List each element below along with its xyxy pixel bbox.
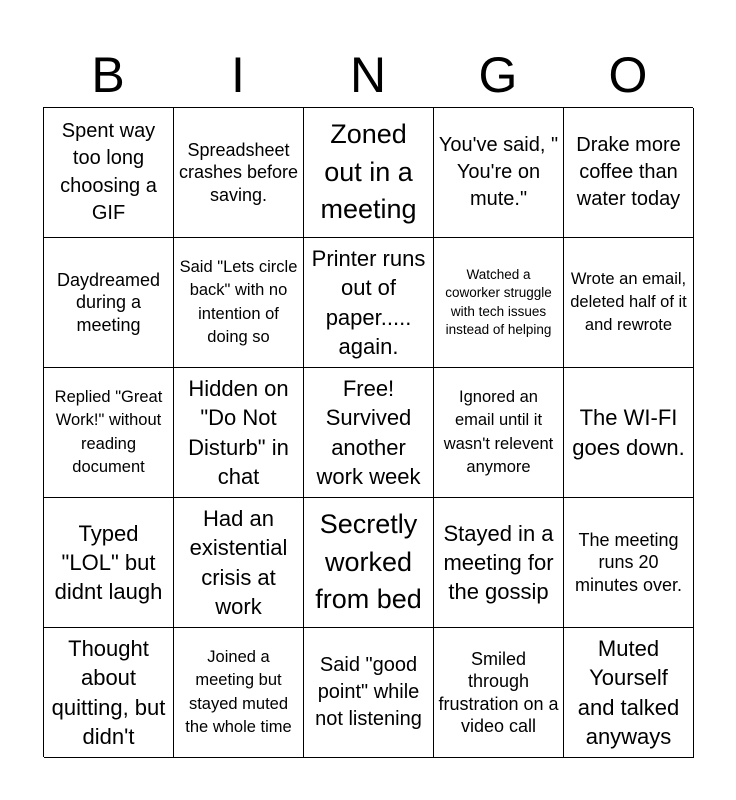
bingo-cell-r3-c5[interactable]: [564, 368, 694, 498]
bingo-cell-r4-c1[interactable]: [44, 498, 174, 628]
bingo-cell-text: Stayed in a meeting for the gossip: [443, 520, 554, 605]
header-letter-i: I: [231, 47, 245, 103]
bingo-cell-text: Daydreamed during a meeting: [56, 270, 161, 335]
bingo-cell-text: Typed "LOL" but didnt laugh: [54, 520, 163, 605]
header-letter-n: N: [349, 47, 387, 103]
bingo-cell-text: Watched a coworker struggle with tech issues instead of helping: [445, 267, 552, 337]
bingo-cell-text: Had an existential crisis at work: [189, 506, 288, 619]
bingo-cell-text: Free! Survived another work week: [316, 376, 421, 489]
bingo-cell-r4-c5[interactable]: [564, 498, 694, 628]
bingo-cell-r1-c2[interactable]: [174, 108, 304, 238]
bingo-cell-text: Spent way too long choosing a GIF: [60, 120, 157, 224]
bingo-cell-text: Replied "Great Work!" without reading document: [54, 388, 163, 476]
bingo-cell-text: Muted Yourself and talked anyways: [577, 636, 680, 749]
bingo-cell-r5-c2[interactable]: [174, 628, 304, 758]
bingo-cell-r2-c3[interactable]: [304, 238, 434, 368]
bingo-cell-r1-c1[interactable]: [44, 108, 174, 238]
header-letter-g: G: [478, 47, 518, 103]
bingo-cell-r2-c2[interactable]: [174, 238, 304, 368]
bingo-header: [43, 44, 693, 106]
bingo-cell-r5-c1[interactable]: [44, 628, 174, 758]
bingo-cell-text: Thought about quitting, but didn't: [51, 636, 166, 749]
bingo-cell-text: Wrote an email, deleted half of it and rewrote: [570, 269, 687, 335]
bingo-cell-text: You've said, " You're on mute.": [438, 133, 559, 211]
bingo-cell-r5-c3[interactable]: [304, 628, 434, 758]
header-letter-b: B: [91, 47, 125, 103]
bingo-card-grid: [43, 107, 693, 757]
bingo-cell-r5-c4[interactable]: [434, 628, 564, 758]
bingo-cell-text: The meeting runs 20 minutes over.: [574, 530, 683, 595]
bingo-cell-r3-c4[interactable]: [434, 368, 564, 498]
bingo-cell-text: Printer runs out of paper..... again.: [311, 246, 426, 359]
bingo-cell-r1-c5[interactable]: [564, 108, 694, 238]
bingo-cell-r2-c1[interactable]: [44, 238, 174, 368]
bingo-cell-r3-c2[interactable]: [174, 368, 304, 498]
bingo-cell-r4-c4[interactable]: [434, 498, 564, 628]
bingo-cell-r3-c3[interactable]: [304, 368, 434, 498]
bingo-cell-text: Secretly worked from bed: [315, 508, 422, 615]
bingo-cell-r5-c5[interactable]: [564, 628, 694, 758]
bingo-cell-text: The WI-FI goes down.: [572, 405, 685, 460]
bingo-cell-r1-c3[interactable]: [304, 108, 434, 238]
bingo-cell-r1-c4[interactable]: [434, 108, 564, 238]
bingo-cell-r2-c5[interactable]: [564, 238, 694, 368]
header-letter-o: O: [608, 47, 648, 103]
bingo-cell-text: Drake more coffee than water today: [576, 133, 681, 211]
bingo-cell-r2-c4[interactable]: [434, 238, 564, 368]
bingo-cell-text: Spreadsheet crashes before saving.: [178, 140, 299, 205]
bingo-cell-text: Said "Lets circle back" with no intention of doing so: [179, 258, 298, 346]
bingo-cell-text: Hidden on "Do Not Disturb" in chat: [188, 376, 289, 489]
bingo-cell-text: Said "good point" while not listening: [315, 653, 422, 731]
bingo-cell-text: Joined a meeting but stayed muted the whole time: [185, 648, 292, 736]
bingo-cell-r4-c2[interactable]: [174, 498, 304, 628]
bingo-cell-r3-c1[interactable]: [44, 368, 174, 498]
bingo-cell-text: Smiled through frustration on a video call: [438, 648, 559, 736]
bingo-cell-text: Ignored an email until it wasn't relevent anymore: [443, 388, 554, 476]
bingo-cell-text: Zoned out in a meeting: [320, 118, 417, 225]
bingo-cell-r4-c3[interactable]: [304, 498, 434, 628]
